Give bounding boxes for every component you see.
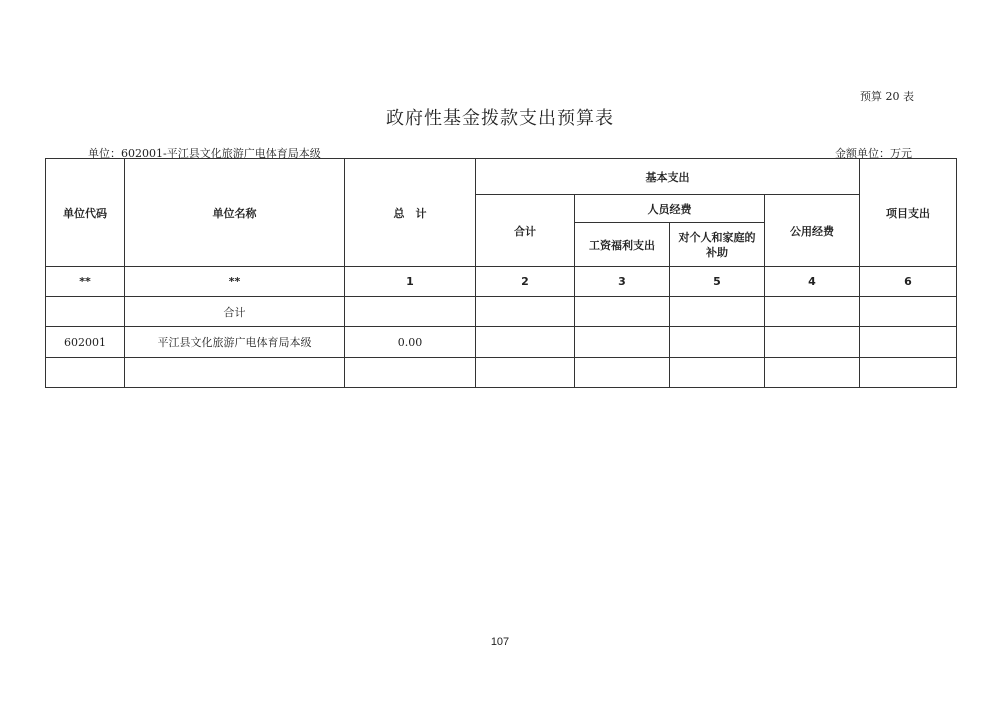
table-cell [476,358,575,388]
col-header-unit-name: 单位名称 [125,159,345,267]
unit-label: 单位：602001-平江县文化旅游广电体育局本级 [88,147,321,160]
table-cell: ** [125,267,345,297]
amount-unit-label: 金额单位：万元 [835,147,912,160]
page-number: 107 [490,636,510,648]
table-cell: 6 [860,267,957,297]
table-row [46,327,957,358]
table-cell: 602001 [46,327,125,358]
table-cell [860,297,957,327]
table-cell [575,327,670,358]
table-cell [670,327,765,358]
table-cell [46,358,125,388]
col-header-personnel: 人员经费 [575,195,765,223]
table-cell: 0.00 [345,327,476,358]
page-title: 政府性基金拨款支出预算表 [386,108,614,129]
budget-table [45,158,957,388]
col-header-unit-code: 单位代码 [46,159,125,267]
table-cell: 平江县文化旅游广电体育局本级 [125,327,345,358]
table-cell [575,358,670,388]
table-cell [125,358,345,388]
table-cell [765,327,860,358]
table-row [46,358,957,388]
table-number: 预算 20 表 [860,90,914,103]
index-row [46,267,957,297]
table-cell: 5 [670,267,765,297]
table-cell: 1 [345,267,476,297]
table-cell: 3 [575,267,670,297]
table-row [46,297,957,327]
table-cell [765,358,860,388]
table-cell [476,327,575,358]
table-cell [345,358,476,388]
table-cell [860,327,957,358]
col-header-public: 公用经费 [765,195,860,267]
col-header-family-subsidy: 对个人和家庭的补助 [670,223,765,267]
table-cell [765,297,860,327]
col-header-project-spending: 项目支出 [860,159,957,267]
header-row-1 [46,159,957,195]
col-header-total: 总 计 [345,159,476,267]
table-cell [670,297,765,327]
table-cell: 合计 [125,297,345,327]
table-cell [575,297,670,327]
table-cell [476,297,575,327]
table-cell: ** [46,267,125,297]
col-header-subtotal: 合计 [476,195,575,267]
table-cell [670,358,765,388]
table-cell: 4 [765,267,860,297]
table-cell [345,297,476,327]
col-header-wages: 工资福利支出 [575,223,670,267]
table-cell: 2 [476,267,575,297]
table-cell [860,358,957,388]
col-header-basic-spending: 基本支出 [476,159,860,195]
table-cell [46,297,125,327]
